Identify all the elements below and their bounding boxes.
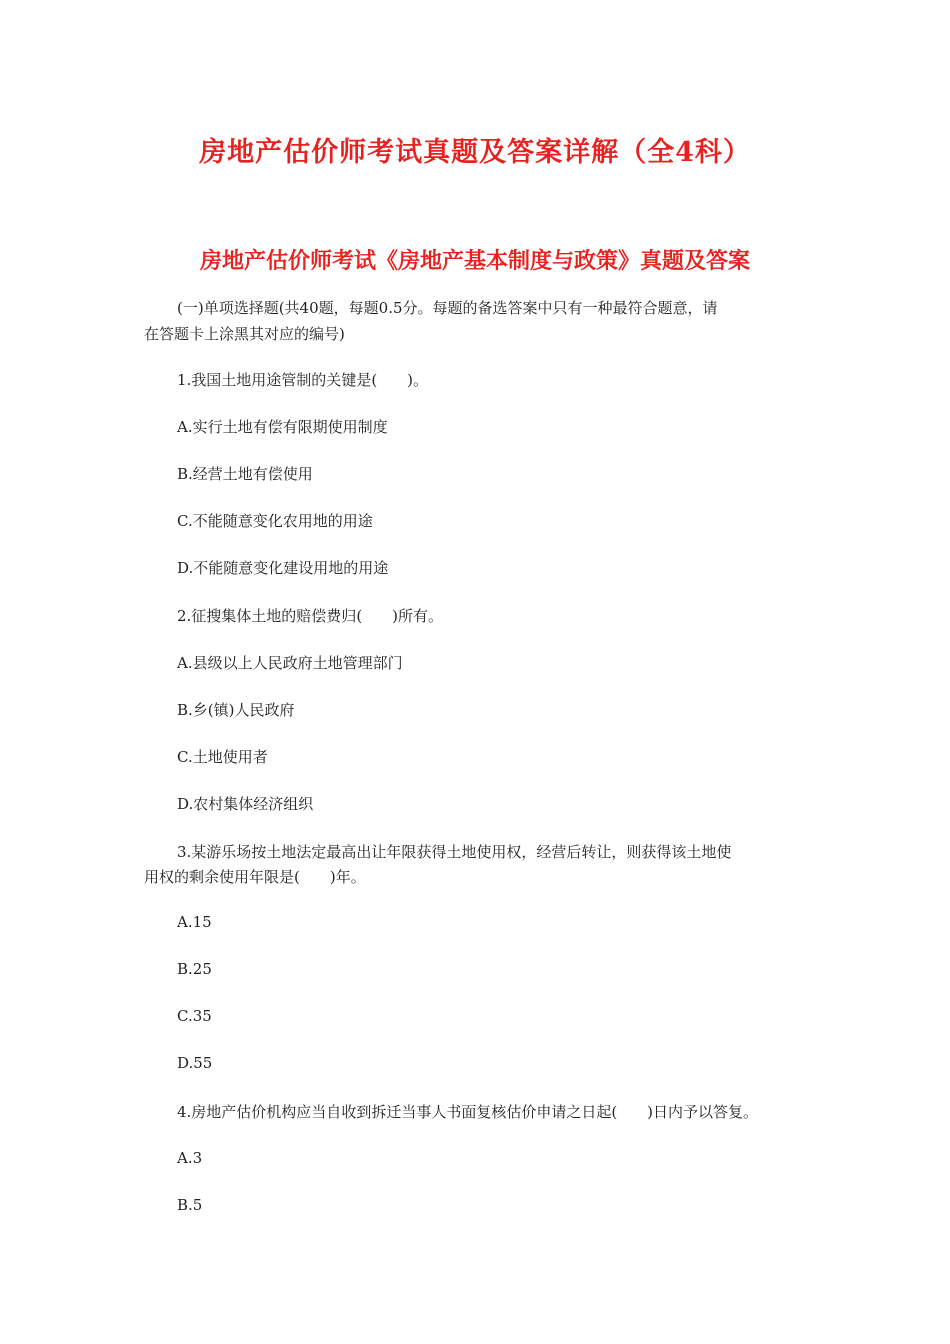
section-title: 房地产估价师考试《房地产基本制度与政策》真题及答案 <box>199 248 750 274</box>
question-option: A.县级以上人民政府土地管理部门 <box>177 654 403 672</box>
intro-line-2: 在答题卡上涂黑其对应的编号) <box>144 325 345 343</box>
question-option: D.55 <box>177 1054 213 1072</box>
question-stem: 3.某游乐场按土地法定最高出让年限获得土地使用权，经营后转让，则获得该土地使 <box>177 843 732 861</box>
question-option: C.35 <box>177 1007 212 1025</box>
question-option: D.农村集体经济组织 <box>177 795 314 813</box>
question-option: A.实行土地有偿有限期使用制度 <box>177 418 388 436</box>
question-option: C.不能随意变化农用地的用途 <box>177 512 373 530</box>
question-stem: 4.房地产估价机构应当自收到拆迁当事人书面复核估价申请之日起( )日内予以答复。 <box>177 1103 759 1121</box>
question-option: B.25 <box>177 960 212 978</box>
question-option: A.15 <box>177 913 212 931</box>
question-stem: 1.我国土地用途管制的关键是( )。 <box>177 371 429 389</box>
document-title: 房地产估价师考试真题及答案详解（全4科） <box>199 137 751 168</box>
intro-line-1: (一)单项选择题(共40题，每题0.5分。每题的备选答案中只有一种最符合题意，请 <box>177 299 718 317</box>
question-stem-continuation: 用权的剩余使用年限是( )年。 <box>144 868 366 886</box>
question-option: B.经营土地有偿使用 <box>177 465 313 483</box>
question-option: B.乡(镇)人民政府 <box>177 701 295 719</box>
question-option: C.土地使用者 <box>177 748 268 766</box>
question-option: D.不能随意变化建设用地的用途 <box>177 559 389 577</box>
question-stem: 2.征搜集体土地的赔偿费归( )所有。 <box>177 607 444 625</box>
question-option: A.3 <box>177 1149 203 1167</box>
question-option: B.5 <box>177 1196 203 1214</box>
